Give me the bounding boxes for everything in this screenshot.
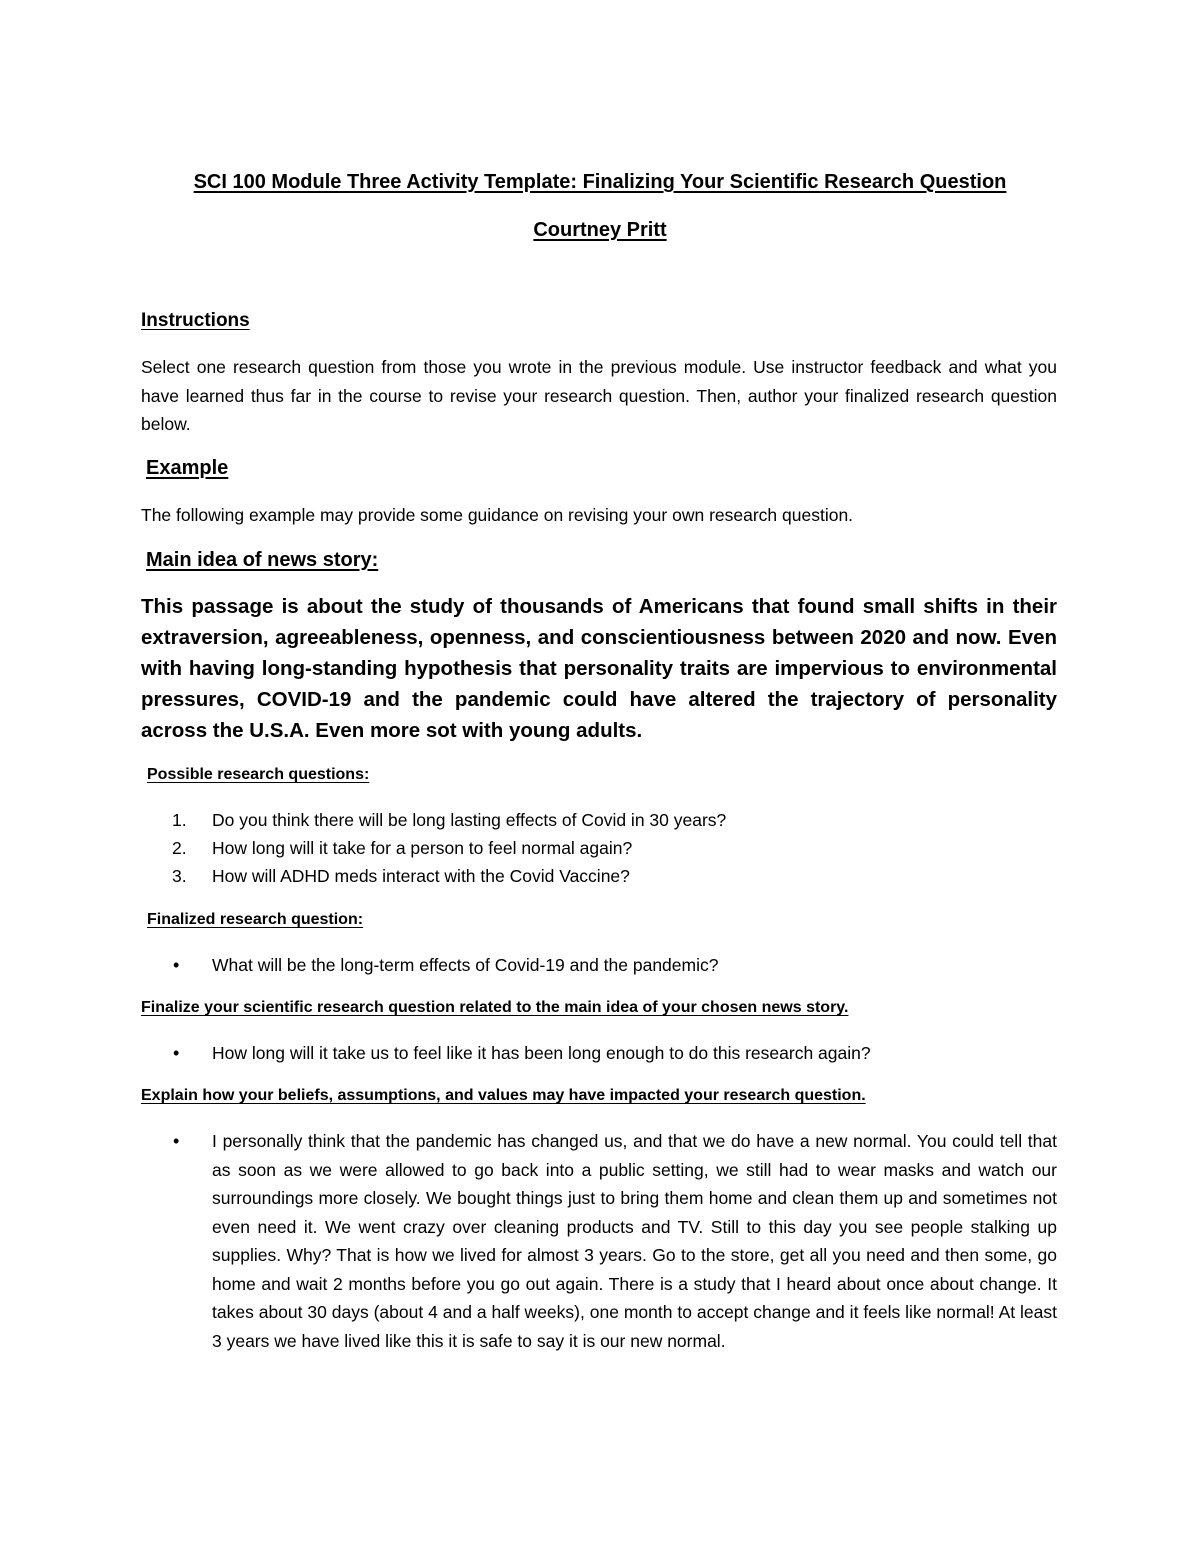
list-item <box>0 1039 1200 1068</box>
list-text: Do you think there will be long lasting effects of Covid in 30 years? <box>212 810 727 830</box>
finalize-answer-text: How long will it take us to feel like it has been long enough to do this research again? <box>212 1043 871 1063</box>
possible-questions-heading: Possible research questions: <box>147 766 370 783</box>
bullet-glyph: • <box>173 1043 180 1063</box>
explain-prompt: Explain how your beliefs, assumptions, and values may have impacted your research question. <box>141 1087 866 1104</box>
finalize-prompt: Finalize your scientific research question related to the main idea of your chosen news story. <box>141 999 849 1016</box>
list-number: 1. <box>172 810 187 830</box>
list-item <box>0 951 1200 980</box>
list-text: How long will it take for a person to feel normal again? <box>212 838 633 858</box>
list-item <box>0 806 1200 835</box>
list-item <box>0 862 1200 891</box>
instructions-heading: Instructions <box>141 310 250 331</box>
explain-answer-text: I personally think that the pandemic has changed us, and that we do have a new normal. You could tell that as soon as we were allowed to go back into a public setting, we still had to wear masks and watch our surroundings more closely. We bought things just to bring them home and clean them up and sometimes not even need it. We went crazy over cleaning products and TV. Still to this day you see people stalking up supplies. Why? That is how we lived for almost 3 years. Go to the store, get all you need and then some, go home and wait 2 months before you go out again. There is a study that I heard about once about change. It takes about 30 days (about 4 and a half weeks), one month to accept change and it feels like normal! At least 3 years we have lived like this it is safe to say it is our new normal. <box>212 1131 1057 1351</box>
list-item <box>0 834 1200 863</box>
bullet-glyph: • <box>173 1131 180 1151</box>
list-text: How will ADHD meds interact with the Covid Vaccine? <box>212 866 630 886</box>
example-text: The following example may provide some guidance on revising your own research question. <box>141 505 854 525</box>
author-name: Courtney Pritt <box>533 219 667 241</box>
bullet-glyph: • <box>173 955 180 975</box>
list-number: 2. <box>172 838 187 858</box>
example-heading: Example <box>146 457 229 479</box>
main-idea-heading: Main idea of news story: <box>146 549 379 571</box>
list-number: 3. <box>172 866 187 886</box>
document-title: SCI 100 Module Three Activity Template: Finalizing Your Scientific Research Question <box>193 171 1007 193</box>
finalized-question-heading: Finalized research question: <box>147 911 364 928</box>
instructions-text: Select one research question from those you wrote in the previous module. Use instructor feedback and what you have learned thus far in the course to revise your research question. Then, author your finalized research question below. <box>141 357 1057 434</box>
main-idea-text: This passage is about the study of thousands of Americans that found small shifts in their extraversion, agreeableness, openness, and conscientiousness between 2020 and now. Even with having long-standing hypothesis that personality traits are impervious to environmental pressures, COVID-19 and the pandemic could have altered the trajectory of personality across the U.S.A. Even more sot with young adults. <box>141 595 1057 742</box>
finalized-question-text: What will be the long-term effects of Covid-19 and the pandemic? <box>212 955 719 975</box>
list-item <box>0 1127 1200 1387</box>
